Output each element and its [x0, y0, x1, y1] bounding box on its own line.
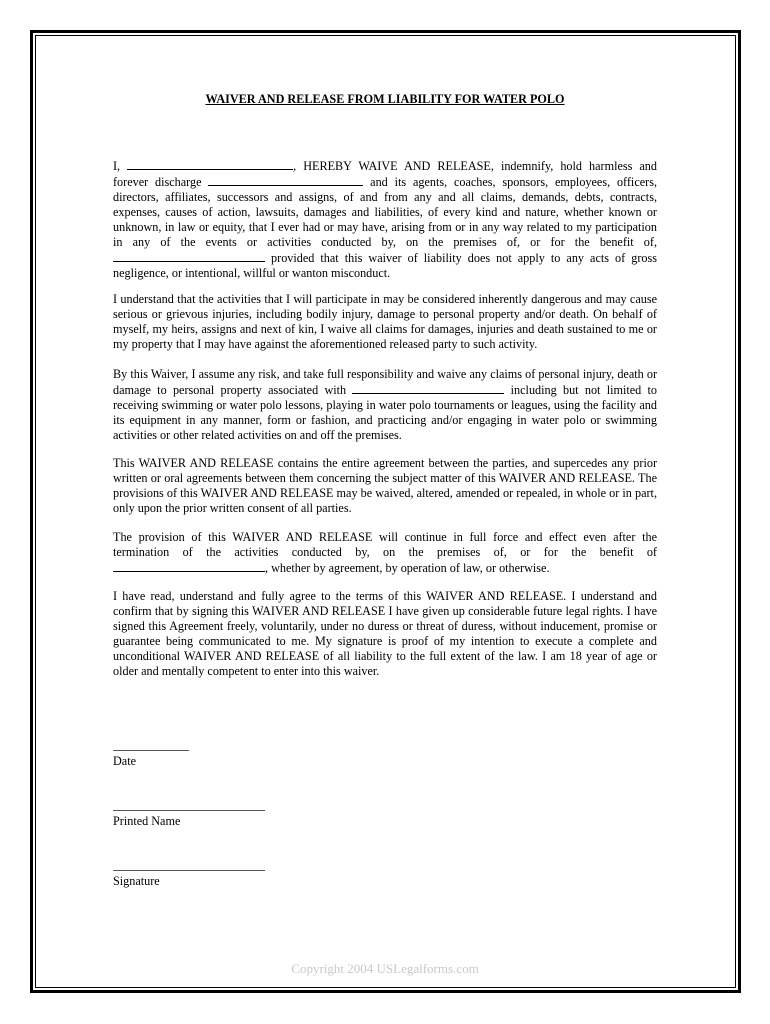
printed-name-line[interactable]	[113, 810, 265, 811]
continuation-text-start: The provision of this WAIVER AND RELEASE will continue in full force and effect even after the termination of the activities conducted by, on the premises of, or for the benefit of	[113, 530, 657, 559]
released-party-blank[interactable]	[208, 174, 363, 186]
continuation-text-end: , whether by agreement, by operation of law, or otherwise.	[265, 561, 550, 575]
date-line[interactable]	[113, 750, 189, 751]
date-label: Date	[113, 754, 137, 768]
assumption-text-start: By this Waiver, I assume any risk, and take full responsibility and waive any claims of personal injury, death or damage to personal property associated with	[113, 367, 657, 397]
signature-line[interactable]	[113, 870, 265, 871]
release-text-start: I,	[113, 159, 128, 173]
signature-label: Signature	[113, 874, 160, 888]
paragraph-acknowledgement	[113, 589, 657, 679]
printed-name-label: Printed Name	[113, 814, 181, 828]
paragraph-assumption-of-risk	[113, 367, 657, 443]
releasor-name-blank[interactable]	[127, 158, 293, 170]
release-text-claims: and its agents, coaches, sponsors, employees, officers, directors, affiliates, successors and assigns, of and from any and all claims, demands, debts, contracts, expenses, causes of action, lawsuits, damages and liabilities, of every kind and nature, whether known or unknown, in law or equity, that I ever had or may have, arising from or in any way related to my participation in any of the events or activities conducted by, on the premises of, or for the benefit of,	[113, 175, 657, 249]
continuation-party-blank[interactable]	[113, 560, 265, 572]
copyright-footer: Copyright 2004 USLegalforms.com	[291, 961, 479, 976]
paragraph-release	[113, 158, 657, 281]
entire-agreement-text: This WAIVER AND RELEASE contains the entire agreement between the parties, and supercedes any prior written or oral agreements between them concerning the subject matter of this WAIVER AND RELEASE. The provisions of this WAIVER AND RELEASE may be waived, altered, amended or repealed, in whole or in part, only upon the prior written consent of all parties.	[113, 456, 657, 515]
paragraph-entire-agreement	[113, 456, 657, 516]
document-title: WAIVER AND RELEASE FROM LIABILITY FOR WATER POLO	[205, 92, 565, 106]
release-text-end: provided that this waiver of liability does not apply to any acts of gross negligence, or intentional, willful or wanton misconduct.	[113, 251, 657, 280]
assumption-text-end: including but not limited to receiving swimming or water polo lessons, playing in water polo tournaments or leagues, using the facility and its equipment in any manner, form or fashion, and practicing and/or engaging in water polo or swimming activities or other related activities on and off the premises.	[113, 383, 657, 442]
release-text-discharge: , HEREBY WAIVE AND RELEASE, indemnify, hold harmless and forever discharge	[113, 159, 657, 189]
activity-provider-blank[interactable]	[352, 382, 504, 394]
acknowledgement-text: I have read, understand and fully agree to the terms of this WAIVER AND RELEASE. I understand and confirm that by signing this WAIVER AND RELEASE I have given up considerable future legal rights. I have signed this Agreement freely, voluntarily, under no duress or threat of duress, without inducement, promise or guarantee being communicated to me. My signature is proof of my intention to execute a complete and unconditional WAIVER AND RELEASE of all liability to the full extent of the law. I am 18 year of age or older and mentally competent to enter into this waiver.	[113, 589, 657, 678]
paragraph-risk-understanding	[113, 292, 657, 352]
beneficiary-blank[interactable]	[113, 250, 265, 262]
risk-understanding-text: I understand that the activities that I will participate in may be considered inherently dangerous and may cause serious or grievous injuries, including bodily injury, damage to personal property and/or death. On behalf of myself, my heirs, assigns and next of kin, I waive all claims for damages, injuries and death sustained to me or my property that I may have against the aforementioned released party to such activity.	[113, 292, 657, 351]
paragraph-continuation	[113, 530, 657, 576]
